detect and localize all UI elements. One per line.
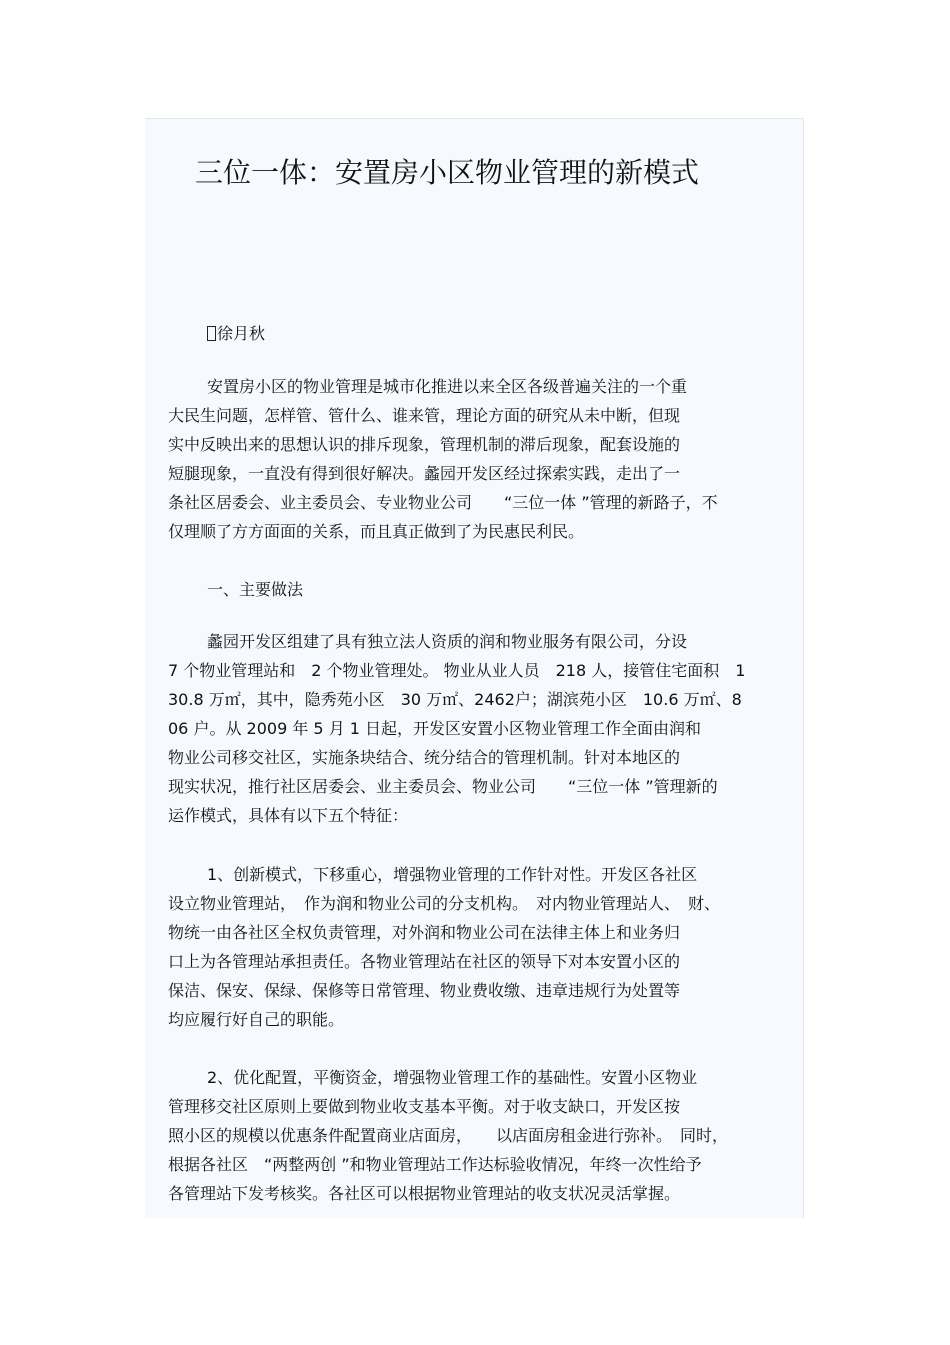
author-box-icon: [207, 326, 216, 341]
paragraph-line: 各管理站下发考核奖。各社区可以根据物业管理站的收支状况灵活掌握。: [168, 1184, 681, 1203]
paragraph-line: 2、优化配置，平衡资金，增强物业管理工作的基础性。安置小区物业: [207, 1068, 698, 1087]
paragraph-line: 口上为各管理站承担责任。各物业管理站在社区的领导下对本安置小区的: [168, 952, 681, 971]
paragraph-line: 条社区居委会、业主委员会、专业物业公司 “三位一体 ”管理的新路子，不: [168, 493, 718, 512]
paragraph-intro: [168, 372, 793, 546]
paragraph-feature-2: [168, 1063, 793, 1208]
paragraph-line: 仅理顺了方方面面的关系，而且真正做到了为民惠民利民。: [168, 522, 585, 541]
paragraph-line: 实中反映出来的思想认识的排斥现象，管理机制的滞后现象，配套设施的: [168, 435, 681, 454]
paragraph-line: 7 个物业管理站和 2 个物业管理处。 物业从业人员 218 人，接管住宅面积 1: [168, 661, 746, 680]
paragraph-line: 30.8 万㎡，其中，隐秀苑小区 30 万㎡、2462户；湖滨苑小区 10.6 万㎡、8: [168, 690, 742, 709]
author-line: [207, 323, 265, 345]
document-page: [145, 118, 804, 1218]
paragraph-section-1-body: [168, 627, 793, 830]
author-name: 徐月秋: [217, 324, 266, 343]
paragraph-line: 物业公司移交社区，实施条块结合、统分结合的管理机制。针对本地区的: [168, 748, 681, 767]
section-heading: [168, 575, 793, 604]
paragraph-line: 现实状况，推行社区居委会、业主委员会、物业公司 “三位一体 ”管理新的: [168, 777, 718, 796]
paragraph-feature-1: [168, 860, 793, 1034]
paragraph-line: 根据各社区 “两整两创 ”和物业管理站工作达标验收情况，年终一次性给予: [168, 1155, 702, 1174]
paragraph-line: 大民生问题，怎样管、管什么、谁来管，理论方面的研究从未中断，但现: [168, 406, 681, 425]
paragraph-line: 06 户。从 2009 年 5 月 1 日起，开发区安置小区物业管理工作全面由润和: [168, 719, 702, 738]
section-heading-text: 一、主要做法: [207, 580, 304, 599]
paragraph-line: 安置房小区的物业管理是城市化推进以来全区各级普遍关注的一个重: [207, 377, 688, 396]
document-title: 三位一体：安置房小区物业管理的新模式: [195, 156, 700, 189]
paragraph-line: 设立物业管理站， 作为润和物业公司的分支机构。 对内物业管理站人、 财、: [168, 894, 721, 913]
paragraph-line: 蠡园开发区组建了具有独立法人资质的润和物业服务有限公司，分设: [207, 632, 688, 651]
paragraph-line: 1、创新模式，下移重心，增强物业管理的工作针对性。开发区各社区: [207, 865, 698, 884]
paragraph-line: 短腿现象，一直没有得到很好解决。蠡园开发区经过探索实践，走出了一: [168, 464, 681, 483]
paragraph-line: 均应履行好自己的职能。: [168, 1010, 345, 1029]
paragraph-line: 照小区的规模以优惠条件配置商业店面房， 以店面房租金进行弥补。 同时，: [168, 1126, 729, 1145]
paragraph-line: 物统一由各社区全权负责管理，对外润和物业公司在法律主体上和业务归: [168, 923, 681, 942]
paragraph-line: 保洁、保安、保绿、保修等日常管理、物业费收缴、违章违规行为处置等: [168, 981, 681, 1000]
paragraph-line: 运作模式，具体有以下五个特征：: [168, 806, 409, 825]
paragraph-line: 管理移交社区原则上要做到物业收支基本平衡。对于收支缺口，开发区按: [168, 1097, 681, 1116]
